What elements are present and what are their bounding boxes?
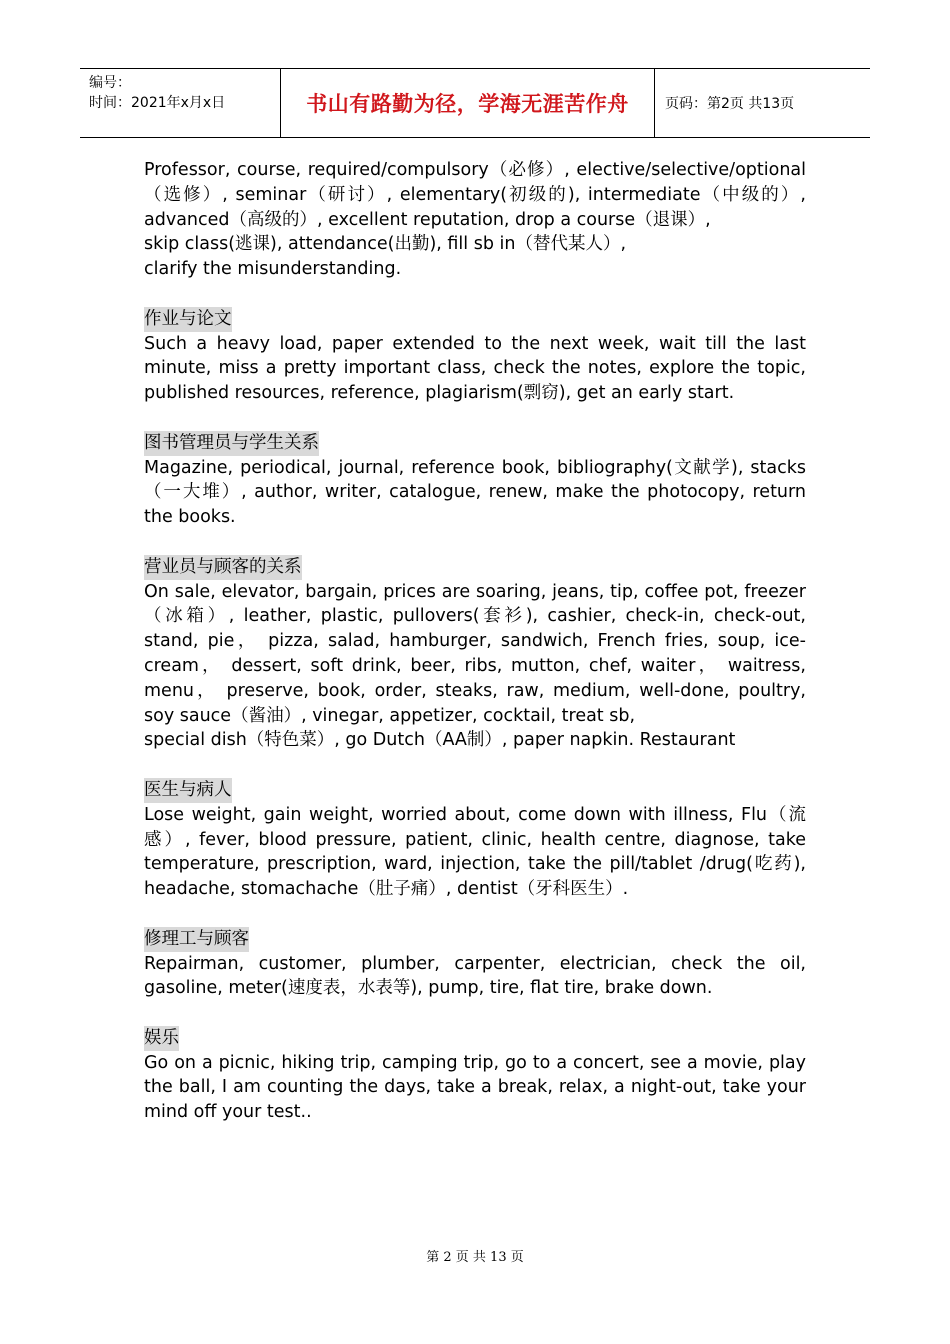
time-label: 时间：2021年x月x日 [89,95,226,111]
section-text: Such a heavy load, paper extended to the next week, wait till the last minute, miss a pretty important class, check the notes, explore the topic, published resources, reference, plagiarism(剽窃), get an early start. [144,333,806,404]
section-text: Go on a picnic, hiking trip, camping trip, go to a concert, see a movie, play the ball, I am counting the days, take a break, relax, a night-out, take your mind off your test.. [144,1052,806,1123]
intro-line-2: skip class(逃课), attendance(出勤), fill sb in（替代某人）, [144,234,627,255]
section-library [144,431,806,530]
section-heading: 图书管理员与学生关系 [144,431,319,456]
intro-paragraph: Professor, course, required/compulsory（必修）, elective/selective/optional（选修）, seminar（研讨）, elementary(初级的), intermediate（中级的）, advanced（高级的）, excellent reputation, drop a course（退课）, [144,160,806,230]
section-shopping [144,555,806,753]
section-repair [144,927,806,1001]
section-text: Repairman, customer, plumber, carpenter, electrician, check the oil, gasoline, meter(速度表，水表等), pump, tire, flat tire, brake down. [144,953,806,999]
section-entertainment [144,1026,806,1125]
section-heading: 修理工与顾客 [144,927,249,952]
section-heading: 医生与病人 [144,778,232,803]
page-footer: 第 2 页 共 13 页 [426,1250,524,1265]
document-body [144,158,806,1125]
header-motto: 书山有路勤为径，学海无涯苦作舟 [306,91,629,116]
header-motto-cell [281,69,655,137]
section-doctor [144,778,806,902]
section-text: On sale, elevator, bargain, prices are soaring, jeans, tip, coffee pot, freezer（冰箱）, leather, plastic, pullovers(套衫), cashier, check-in, check-out, stand, pie， pizza, salad, hamburger, sandwich, French fries, soup, ice-cream， dessert, soft drink, beer, ribs, mutton, chef, waiter， waitress, menu， preserve, book, order, steaks, raw, medium, well-done, poultry, soy sauce（酱油）, vinegar, appetizer, cocktail, treat sb, [144,581,806,726]
section-extra-line: special dish（特色菜）, go Dutch（AA制）, paper napkin. Restaurant [144,730,736,751]
section-heading: 作业与论文 [144,307,232,332]
section-heading: 营业员与顾客的关系 [144,555,302,580]
header-meta [80,69,281,137]
number-label: 编号： [89,75,131,91]
section-text: Lose weight, gain weight, worried about, come down with illness, Flu（流感）, fever, blood pressure, patient, clinic, health centre, diagnose, take temperature, prescription, ward, injection, take the pill/tablet /drug(吃药), headache, stomachache（肚子痛）, dentist（牙科医生）. [144,804,806,900]
page-header [80,68,870,138]
header-page-info: 页码：第2页 共13页 [665,96,795,112]
section-text: Magazine, periodical, journal, reference book, bibliography(文献学), stacks（一大堆）, author, writer, catalogue, renew, make the photocopy, return the books. [144,457,806,528]
section-heading: 娱乐 [144,1026,179,1051]
intro-line-3: clarify the misunderstanding. [144,259,402,280]
section-homework [144,307,806,406]
